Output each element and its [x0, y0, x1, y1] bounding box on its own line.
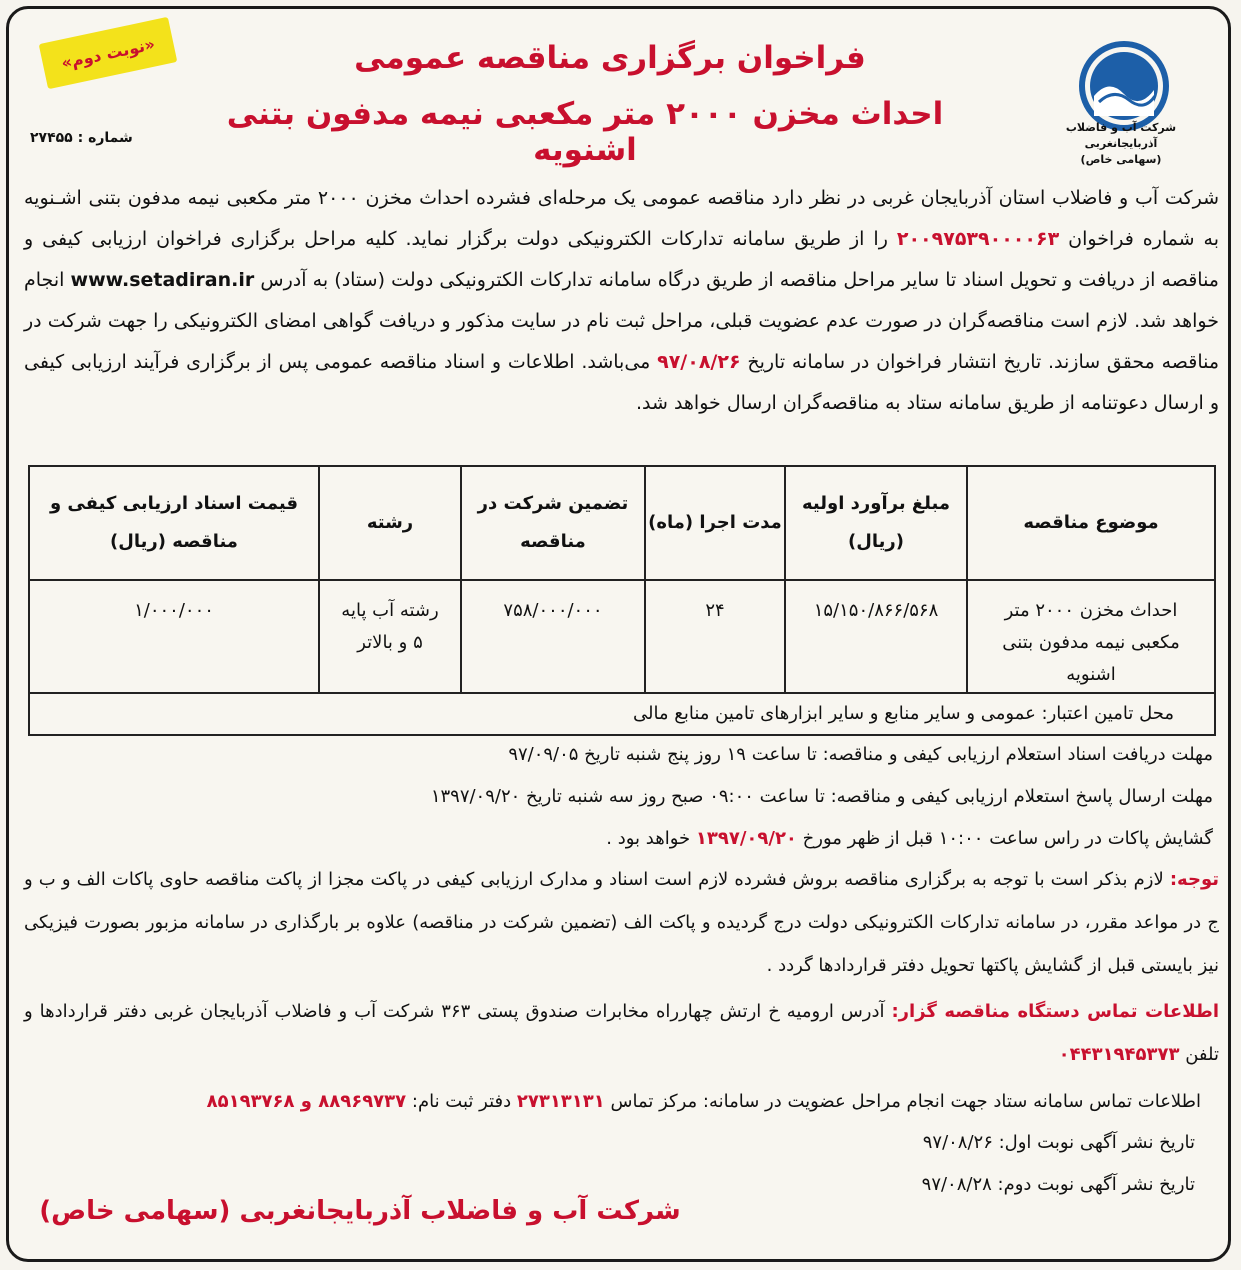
footer-company-name: شرکت آب و فاضلاب آذربایجانغربی (سهامی خاص): [39, 1196, 681, 1226]
opening-text: گشایش پاکات در راس ساعت ۱۰:۰۰ قبل از ظهر مورخ: [802, 828, 1213, 849]
header-guarantee: تضمین شرکت در مناقصه: [461, 466, 645, 580]
publication-date: ۹۷/۰۸/۲۶: [657, 351, 741, 373]
deadlines: [33, 734, 1213, 860]
funding-row: [29, 693, 1215, 735]
publish-dates: [922, 1122, 1195, 1206]
intro-text-3: انجام خواهد شد. لازم است مناقصه‌گران در صورت عدم عضویت قبلی، مراحل ثبت نام در سایت مذکور و دریافت گواهی امضای الکترونیکی را جهت شرکت در مناقصه محقق سازند. تاریخ انتشار فراخوان در سامانه تاریخ: [24, 269, 1220, 373]
submit-deadline: مهلت ارسال پاسخ استعلام ارزیابی کیفی و مناقصه: تا ساعت ۰۹:۰۰ صبح روز سه شنبه تاریخ ۱۳۹۷/۰۹/۲۰: [430, 786, 1213, 807]
opening-line: [33, 818, 1213, 860]
header-estimate: مبلغ برآورد اولیه (ریال): [785, 466, 967, 580]
note-paragraph: [24, 858, 1219, 987]
header-duration: مدت اجرا (ماه): [645, 466, 785, 580]
setad-office-phones: ۸۸۹۶۹۷۳۷ و ۸۵۱۹۳۷۶۸: [206, 1091, 407, 1112]
funding-cell: محل تامین اعتبار: عمومی و سایر منابع و سایر ابزارهای تامین منابع مالی: [29, 693, 1215, 735]
header-doc-price: قیمت اسناد ارزیابی کیفی و مناقصه (ریال): [29, 466, 319, 580]
intro-text-1: شرکت آب و فاضلاب استان آذربایجان غربی در نظر دارد مناقصه عمومی یک مرحله‌ای فشرده احداث مخزن ۲۰۰۰ متر مکعبی نیمه مدفون بتنی اشـنویه به شماره فراخوان: [24, 187, 1220, 250]
logo-company-name: شرکت آب و فاضلاب آذربایجانغربی: [1065, 121, 1177, 150]
tender-number: ۲۰۰۹۷۵۳۹۰۰۰۰۶۳: [896, 228, 1060, 250]
notice-title: فراخوان برگزاری مناقصه عمومی: [354, 40, 866, 76]
opening-date: ۱۳۹۷/۰۹/۲۰: [695, 828, 797, 849]
tender-table: [28, 465, 1216, 736]
header-field: رشته: [319, 466, 461, 580]
website-link[interactable]: www.setadiran.ir: [70, 269, 255, 291]
first-publish-date: تاریخ نشر آگهی نوبت اول: ۹۷/۰۸/۲۶: [922, 1132, 1195, 1153]
cell-field: رشته آب پایه ۵ و بالاتر: [319, 580, 461, 693]
setad-contact: [31, 1082, 1201, 1122]
header-subject: موضوع مناقصه: [967, 466, 1215, 580]
logo-company-type: (سهامی خاص): [1080, 153, 1162, 166]
opening-suffix: خواهد بود .: [606, 828, 691, 849]
intro-paragraph: [24, 178, 1219, 424]
contact-label: اطلاعات تماس دستگاه مناقصه گزار:: [891, 1001, 1219, 1022]
intro-text-2: را از طریق سامانه تدارکات الکترونیکی دولت برگزار نماید. کلیه مراحل برگزاری فراخوان ارزیابی کیفی و مناقصه از دریافت و تحویل اسناد تا سایر مراحل مناقصه از طریق درگاه سامانه تدارکات الکترونیکی دولت (ستاد) به آدرس: [24, 228, 1219, 291]
note-text: لازم بذکر است با توجه به برگزاری مناقصه بروش فشرده لازم است اسناد و مدارک ارزیابی کیفی در پاکت مجزا از پاکت مناقصه حاوی پاکات الف و ب و ج در مواعد مقرر، در سامانه تدارکات الکترونیکی دولت درج گردیده و پاکت الف (تضمین شرکت در مناقصه) علاوه بر بارگذاری در سامانه مزبور بصورت فیزیکی نیز بایستی قبل از گشایش پاکتها تحویل دفتر قراردادها گردد .: [24, 869, 1219, 976]
intro-text-4: می‌باشد. اطلاعات و اسناد مناقصه عمومی پس از برگزاری فرآیند ارزیابی کیفی و ارسال دعوتنامه از طریق سامانه ستاد به مناقصه‌گران ارسال خواهد شد.: [24, 351, 1219, 414]
setad-text: اطلاعات تماس سامانه ستاد جهت انجام مراحل عضویت در سامانه: مرکز تماس: [610, 1091, 1201, 1112]
cell-duration: ۲۴: [645, 580, 785, 693]
cell-estimate: ۱۵/۱۵۰/۸۶۶/۵۶۸: [785, 580, 967, 693]
badge-label: «نوبت دوم»: [59, 33, 157, 73]
receive-deadline: مهلت دریافت اسناد استعلام ارزیابی کیفی و مناقصه: تا ساعت ۱۹ روز پنج شنبه تاریخ ۹۷/۰۹/۰۵: [508, 744, 1213, 765]
cell-doc-price: ۱/۰۰۰/۰۰۰: [29, 580, 319, 693]
second-publish-date: تاریخ نشر آگهی نوبت دوم: ۹۷/۰۸/۲۸: [921, 1174, 1195, 1195]
setad-call-center: ۲۷۳۱۳۱۳۱: [516, 1091, 605, 1112]
table-row: [29, 580, 1215, 693]
company-logo-caption: [1031, 120, 1211, 168]
table-header-row: [29, 466, 1215, 580]
contact-text: آدرس ارومیه خ ارتش چهارراه مخابرات صندوق پستی ۳۶۳ شرکت آب و فاضلاب آذربایجان غربی دفتر قراردادها و تلفن: [24, 1001, 1219, 1065]
note-label: توجه:: [1169, 869, 1219, 890]
notice-number: شماره : ۲۷۴۵۵: [30, 130, 133, 146]
cell-guarantee: ۷۵۸/۰۰۰/۰۰۰: [461, 580, 645, 693]
contact-phone: ۰۴۴۳۱۹۴۵۳۷۳: [1058, 1044, 1180, 1065]
notice-subtitle: احداث مخزن ۲۰۰۰ متر مکعبی نیمه مدفون بتنی اشنویه: [226, 96, 944, 168]
setad-office-label: دفتر ثبت نام:: [411, 1091, 512, 1112]
contact-paragraph: [24, 990, 1219, 1076]
cell-subject: احداث مخزن ۲۰۰۰ متر مکعبی نیمه مدفون بتنی اشنویه: [967, 580, 1215, 693]
